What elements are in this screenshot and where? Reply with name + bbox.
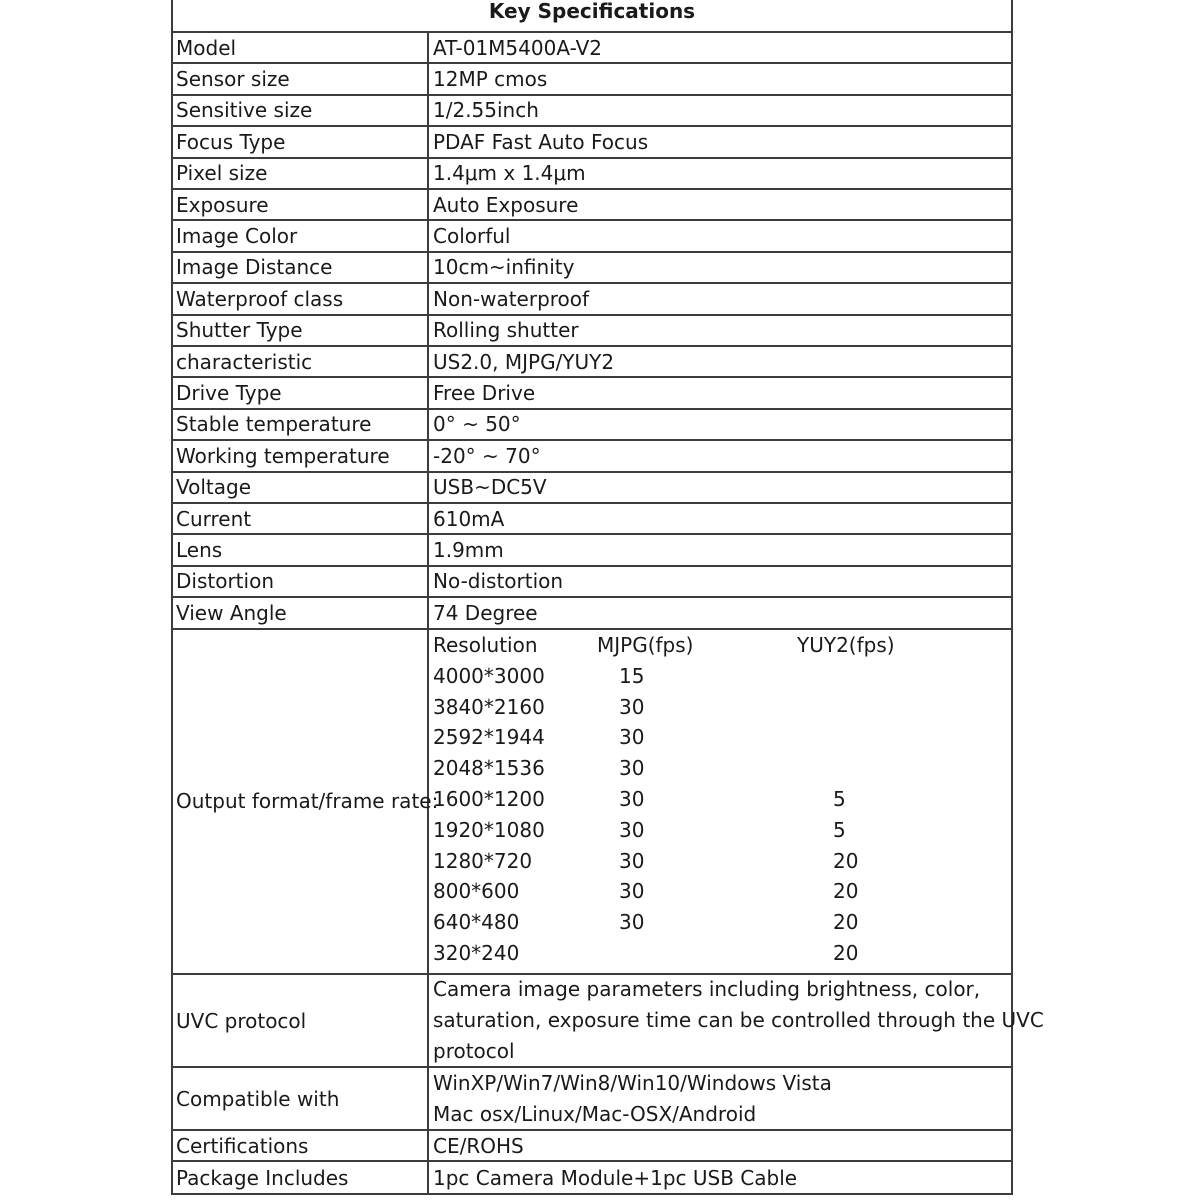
row-value: US2.0, MJPG/YUY2 <box>433 349 615 374</box>
row-value: PDAF Fast Auto Focus <box>433 129 649 154</box>
row-value: 10cm~infinity <box>433 255 575 280</box>
table-row <box>173 567 1011 598</box>
table-row <box>173 410 1011 441</box>
row-label: Sensor size <box>173 64 429 93</box>
entry-yuy2: 20 <box>833 848 859 873</box>
compatible-line: Mac osx/Linux/Mac-OSX/Android <box>433 1101 757 1126</box>
row-value <box>429 975 1044 1066</box>
output-format-entry <box>433 660 1011 691</box>
row-label: Current <box>173 504 429 533</box>
output-format-entry <box>433 814 1011 845</box>
table-row <box>173 96 1011 127</box>
row-label: Compatible with <box>173 1068 429 1129</box>
row-value: 1.4μm x 1.4μm <box>433 161 586 186</box>
table-row <box>173 535 1011 566</box>
entry-mjpg: 30 <box>619 725 645 750</box>
row-label: Sensitive size <box>173 96 429 125</box>
entry-resolution: 320*240 <box>433 940 520 965</box>
row-value: CE/ROHS <box>433 1133 524 1158</box>
table-row <box>173 473 1011 504</box>
output-format-entry <box>433 722 1011 753</box>
entry-mjpg: 30 <box>619 879 645 904</box>
entry-mjpg: 30 <box>619 694 645 719</box>
table-row <box>173 504 1011 535</box>
table-row <box>173 221 1011 252</box>
output-format-entry <box>433 784 1011 815</box>
row-label: Distortion <box>173 567 429 596</box>
table-row <box>173 159 1011 190</box>
row-value: 1/2.55inch <box>433 98 539 123</box>
row-value: Rolling shutter <box>433 318 579 343</box>
table-row <box>173 284 1011 315</box>
table-row <box>173 441 1011 472</box>
output-format-table <box>433 630 1011 969</box>
row-value: -20° ~ 70° <box>433 443 541 468</box>
row-label: characteristic <box>173 347 429 376</box>
table-row <box>173 33 1011 64</box>
row-value <box>429 1068 1011 1129</box>
entry-resolution: 3840*2160 <box>433 694 545 719</box>
output-format-entry <box>433 938 1011 969</box>
entry-resolution: 1280*720 <box>433 848 533 873</box>
uvc-line: Camera image parameters including brightness, color, <box>433 977 981 1001</box>
row-label: Image Distance <box>173 253 429 282</box>
output-format-header <box>433 630 1011 661</box>
entry-mjpg: 30 <box>619 848 645 873</box>
entry-resolution: 2048*1536 <box>433 756 545 781</box>
row-value: Colorful <box>433 224 511 249</box>
row-label: Pixel size <box>173 159 429 188</box>
row-value: 1.9mm <box>433 538 504 563</box>
table-row-compatible <box>173 1068 1011 1131</box>
row-value: 0° ~ 50° <box>433 412 521 437</box>
row-value: 610mA <box>433 506 505 531</box>
table-row <box>173 347 1011 378</box>
row-label: Focus Type <box>173 127 429 156</box>
table-row <box>173 127 1011 158</box>
row-value: AT-01M5400A-V2 <box>433 35 603 60</box>
header-resolution: Resolution <box>433 632 538 657</box>
row-label: Working temperature <box>173 441 429 470</box>
uvc-line: saturation, exposure time can be controlled through the UVC <box>433 1008 1044 1032</box>
row-label: Exposure <box>173 190 429 219</box>
row-label: Certifications <box>173 1131 429 1160</box>
row-label: Image Color <box>173 221 429 250</box>
row-label: Stable temperature <box>173 410 429 439</box>
row-value: 12MP cmos <box>433 67 548 92</box>
entry-yuy2: 20 <box>833 940 859 965</box>
row-label: Shutter Type <box>173 316 429 345</box>
table-row <box>173 378 1011 409</box>
table-row-uvc <box>173 975 1044 1068</box>
entry-resolution: 800*600 <box>433 879 520 904</box>
row-label: Drive Type <box>173 378 429 407</box>
entry-resolution: 1600*1200 <box>433 786 545 811</box>
row-label: Voltage <box>173 473 429 502</box>
entry-resolution: 4000*3000 <box>433 663 545 688</box>
output-format-entry <box>433 753 1011 784</box>
entry-resolution: 2592*1944 <box>433 725 545 750</box>
output-format-entry <box>433 907 1011 938</box>
row-label: UVC protocol <box>173 975 429 1066</box>
table-row <box>173 253 1011 284</box>
header-yuy2: YUY2(fps) <box>797 632 895 657</box>
row-label: Waterproof class <box>173 284 429 313</box>
output-format-entry <box>433 876 1011 907</box>
row-label: Package Includes <box>173 1162 429 1193</box>
table-row <box>173 190 1011 221</box>
entry-yuy2: 20 <box>833 910 859 935</box>
output-format-value <box>429 630 1011 973</box>
table-row <box>173 598 1011 629</box>
table-title: Key Specifications <box>173 0 1011 33</box>
header-mjpg: MJPG(fps) <box>597 632 694 657</box>
output-format-entry <box>433 691 1011 722</box>
table-row <box>173 64 1011 95</box>
row-value: Non-waterproof <box>433 286 590 311</box>
entry-yuy2: 5 <box>833 786 846 811</box>
table-row <box>173 1131 1011 1162</box>
entry-resolution: 1920*1080 <box>433 817 545 842</box>
uvc-line: protocol <box>433 1039 515 1063</box>
entry-resolution: 640*480 <box>433 910 520 935</box>
row-label: View Angle <box>173 598 429 627</box>
entry-yuy2: 5 <box>833 817 846 842</box>
row-value: USB~DC5V <box>433 475 547 500</box>
spec-table <box>171 0 1044 1195</box>
row-value: 1pc Camera Module+1pc USB Cable <box>433 1165 798 1190</box>
row-value: 74 Degree <box>433 600 538 625</box>
table-row <box>173 316 1011 347</box>
entry-mjpg: 30 <box>619 756 645 781</box>
row-value: Auto Exposure <box>433 192 579 217</box>
entry-yuy2: 20 <box>833 879 859 904</box>
entry-mjpg: 30 <box>619 817 645 842</box>
entry-mjpg: 15 <box>619 663 645 688</box>
table-row-output-format <box>173 630 1011 975</box>
table-row <box>173 1162 1011 1193</box>
row-label: Lens <box>173 535 429 564</box>
output-format-entry <box>433 845 1011 876</box>
row-label: Model <box>173 33 429 62</box>
compatible-line: WinXP/Win7/Win8/Win10/Windows Vista <box>433 1070 832 1095</box>
row-value: Free Drive <box>433 381 536 406</box>
entry-mjpg: 30 <box>619 786 645 811</box>
row-value: No-distortion <box>433 569 564 594</box>
entry-mjpg: 30 <box>619 910 645 935</box>
row-label: Output format/frame rate: <box>173 630 429 973</box>
